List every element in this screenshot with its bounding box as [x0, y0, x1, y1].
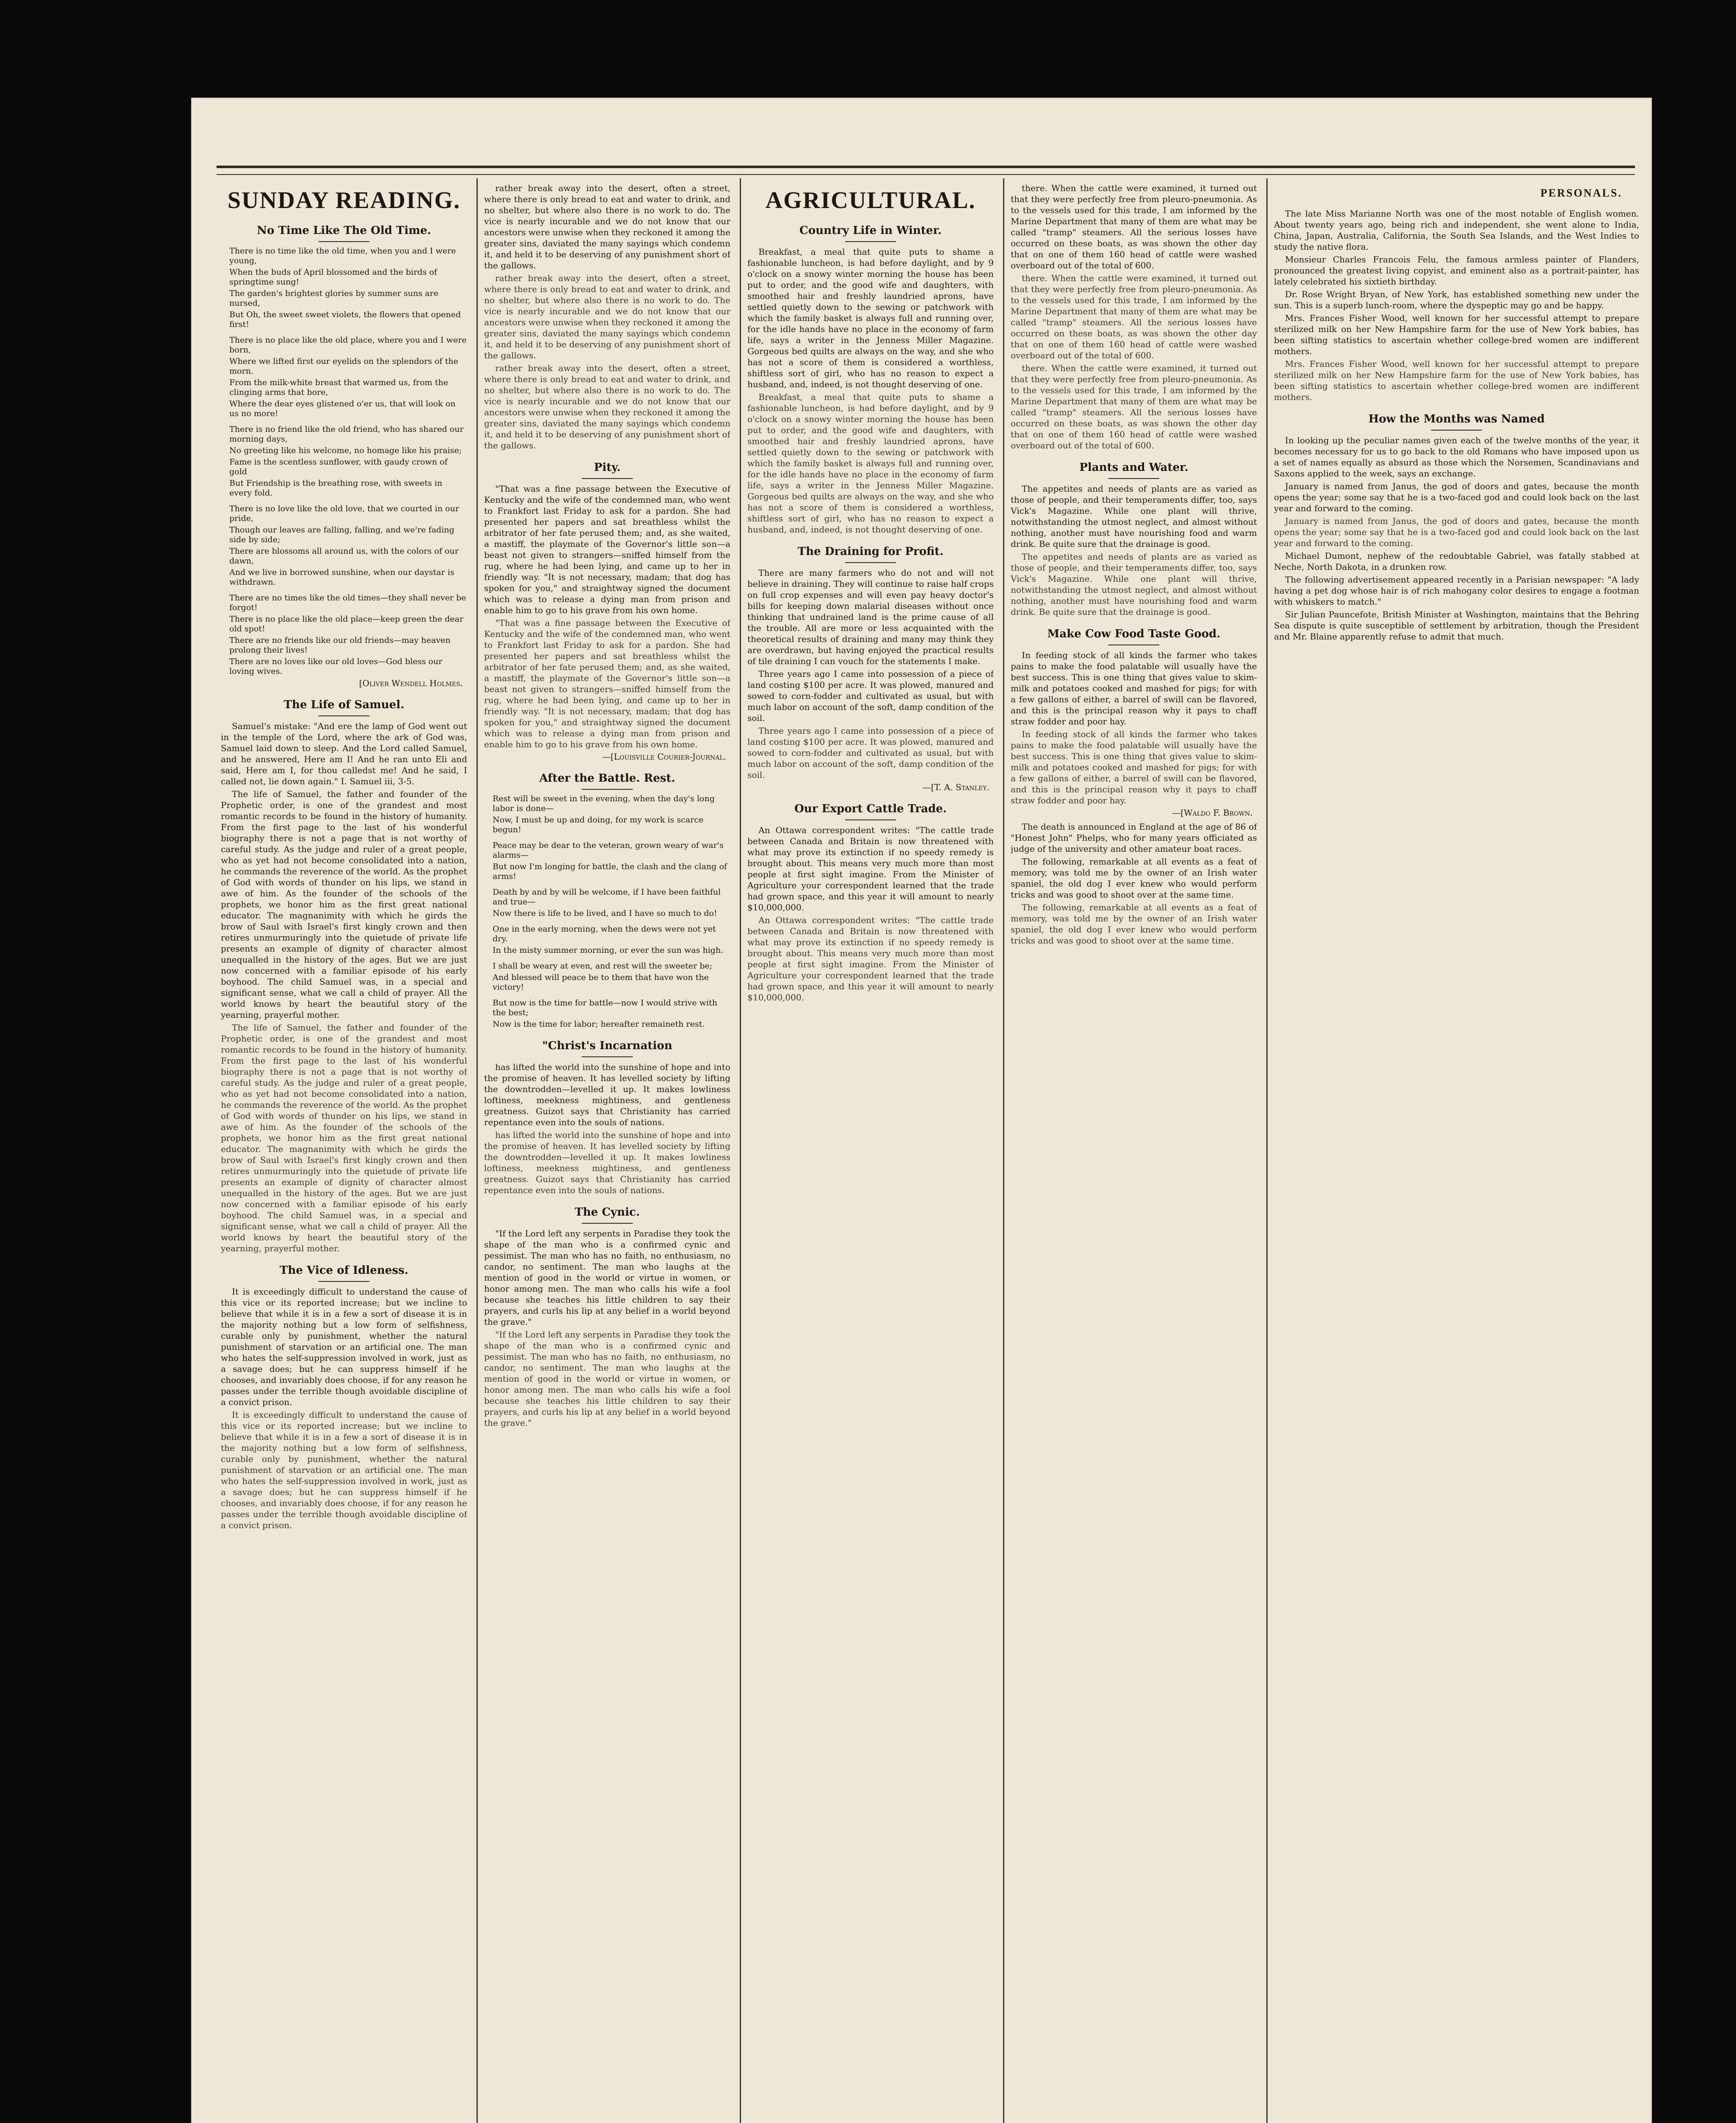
article-title: Our Export Cattle Trade. [747, 802, 994, 820]
paragraph: Mrs. Frances Fisher Wood, well known for her successful attempt to prepare sterilized milk on her New Hampshire farm for the use of New York babies, has been sifting statistics to ascertain whether college-bred women are indifferent mothers. [1274, 359, 1639, 402]
poem-line: Now is the time for labor; hereafter remaineth rest. [493, 1019, 705, 1029]
poem-line: When the buds of April blossomed and the birds of springtime sung! [229, 267, 437, 287]
poem-line: The garden's brightest glories by summer suns are nursed, [229, 289, 439, 308]
newspaper-page [191, 98, 1652, 2123]
poem-line: Rest will be sweet in the evening, when the day's long labor is done— [493, 794, 715, 813]
column-rule [476, 178, 478, 2123]
byline: —[T. A. Stanley. [922, 782, 989, 792]
article-title: The Life of Samuel. [221, 698, 467, 716]
paragraph: "If the Lord left any serpents in Paradise they took the shape of the man who is a confirmed cynic and pessimist. The man who has no faith, no enthusiasm, no candor, no sentiment. The man who laughs at the mention of good in the world or virtue in women, or honor among men. The man who calls his wife a fool because she teaches his little children to say their prayers, and curls his lip at any belief in a world beyond the grave." [484, 1228, 730, 1327]
poem-line: There is no place like the old place—keep green the dear old spot! [229, 614, 464, 634]
poem-line: Though our leaves are falling, falling, and we're fading side by side; [229, 525, 454, 544]
article-title: Country Life in Winter. [747, 224, 994, 242]
article-title: The Vice of Idleness. [221, 1264, 467, 1282]
paragraph: The life of Samuel, the father and founder of the Prophetic order, is one of the grandest and most romantic records to be found in the history of humanity. From the first page to the last of his wonderful biography there is not a page that is not worthy of careful study. As the judge and ruler of a great people, who as yet had not become consolidated into a nation, he commands the reverence of the world. As the prophet of God with words of thunder on his lips, we stand in awe of him. As the founder of the schools of the prophets, we honor him as the first great national educator. The magnanimity with which he girds the brow of Saul with Israel's first kingly crown and then retires unmurmuringly into the quietude of private life presents an example of dignity of character almost unequalled in the history of the ages. But we are just now concerned with a familiar episode of his early boyhood. The child Samuel was, in a special and significant sense, what we call a child of prayer. All the world knows by heart the beautiful story of the yearning, prayerful mother. [221, 789, 467, 1020]
paragraph: there. When the cattle were examined, it turned out that they were perfectly free from pleuro-pneumonia. As to the vessels used for this trade, I am informed by the Marine Department that many of them are what may be called "tramp" steamers. All the serious losses have occurred on these boats, as was shown the other day that on one of them 160 head of cattle were washed overboard out of the total of 600. [1011, 363, 1257, 451]
paragraph: there. When the cattle were examined, it turned out that they were perfectly free from pleuro-pneumonia. As to the vessels used for this trade, I am informed by the Marine Department that many of them are what may be called "tramp" steamers. All the serious losses have occurred on these boats, as was shown the other day that on one of them 160 head of cattle were washed overboard out of the total of 600. [1011, 183, 1257, 270]
paragraph: Three years ago I came into possession of a piece of land costing $100 per acre. It was plowed, manured and sowed to corn-fodder and cultivated as usual, but with much labor on account of the soft, damp condition of the soil. [747, 726, 994, 780]
column-3 [747, 183, 994, 2123]
paragraph: has lifted the world into the sunshine of hope and into the promise of heaven. It has levelled society by lifting the downtrodden—levelled it up. It makes lowliness loftiness, meekness mightiness, and gentleness greatness. Guizot says that Christianity has carried repentance even into the souls of nations. [484, 1062, 730, 1127]
poem-line: No greeting like his welcome, no homage like his praise; [229, 446, 462, 455]
paragraph: Breakfast, a meal that quite puts to shame a fashionable luncheon, is had before daylight, and by 9 o'clock on a snowy winter morning the house has been put to order, and the good wife and daughters, with smoothed hair and freshly laundried aprons, have settled quietly down to the sewing or patchwork with which the family basket is always full and running over, for the idle hands have no place in the economy of farm life, says a writer in the Jenness Miller Magazine. Gorgeous bed quilts are always on the way, and she who has not a score of them is considered a worthless, shiftless sort of girl, who has no reason to expect a husband, and, indeed, is not thought deserving of one. [747, 247, 994, 389]
paragraph: January is named from Janus, the god of doors and gates, because the month opens the year; some say that he is a two-faced god and could look back on the last year and forward to the coming. [1274, 481, 1639, 513]
paragraph: The following advertisement appeared recently in a Parisian newspaper: "A lady having a pet dog whose hair is of rich mahogany color desires to engage a footman with whiskers to match." [1274, 574, 1639, 607]
paragraph: It is exceedingly difficult to understand the cause of this vice or its reported increase; but we incline to believe that while it is in a few a sort of disease it is in the majority nothing but a low form of selfishness, curable only by punishment, whether the natural punishment of starvation or an artificial one. The man who hates the self-suppression involved in work, just as a savage does; but he can suppress himself if he chooses, and invariably does choose, if for any reason he passes under the terrible though avoidable discipline of a convict prison. [221, 1287, 467, 1407]
poem-line: There are no times like the old times—they shall never be forgot! [229, 593, 466, 612]
paragraph: "That was a fine passage between the Executive of Kentucky and the wife of the condemned man, who went to Frankfort last Friday to ask for a pardon. She had presented her papers and sat breathless whilst the arbitrator of her fate perused them; and, as she waited, a mastiff, the playmate of the Governor's little son—a beast not given to strangers—sniffed himself from the rug, where he had been lying, and came up to her in friendly way. "It is not necessary, madam; that dog has spoken for you," and straightway signed the document which was to release a dying man from prison and enable him to go to his grave from his own home. [484, 618, 730, 749]
paragraph: has lifted the world into the sunshine of hope and into the promise of heaven. It has levelled society by lifting the downtrodden—levelled it up. It makes lowliness loftiness, meekness mightiness, and gentleness greatness. Guizot says that Christianity has carried repentance even into the souls of nations. [484, 1130, 730, 1195]
column-4 [1011, 183, 1257, 2123]
article-title: Plants and Water. [1011, 461, 1257, 479]
poem-line: Death by and by will be welcome, if I have been faithful and true— [493, 887, 721, 907]
paragraph: An Ottawa correspondent writes: "The cattle trade between Canada and Britain is now threatened with what may prove its extinction if no speedy remedy is brought about. This means very much more than most people at first sight imagine. From the Minister of Agriculture your correspondent learned that the trade had grown space, and this year it will amount to nearly $10,000,000. [747, 915, 994, 1002]
article-title: Pity. [484, 461, 730, 479]
paragraph: In looking up the peculiar names given each of the twelve months of the year, it becomes necessary for us to go back to the old Romans who have imposed upon us a set of names equally as absurd as those which the Norsemen, Scandinavians and Saxons applied to the week, says an exchange. [1274, 435, 1639, 479]
poem-line: Now, I must be up and doing, for my work is scarce begun! [493, 815, 704, 834]
column-2 [484, 183, 730, 2123]
paragraph: rather break away into the desert, often a street, where there is only bread to eat and water to drink, and no shelter, but where also there is no work to do. The vice is nearly incurable and we do not know that our ancestors were unwise when they reckoned it among the greater sins, daviated the many sayings which condemn it, and held it to be deserving of any punishment short of the gallows. [484, 183, 730, 270]
paragraph: Dr. Rose Wright Bryan, of New York, has established something new under the sun. This is a superb lunch-room, where the dyspeptic may go and be happy. [1274, 289, 1639, 310]
paragraph: The appetites and needs of plants are as varied as those of people, and their temperaments differ, too, says Vick's Magazine. While one plant will thrive, notwithstanding the utmost neglect, and almost without nothing, another must have nourishing food and warm drink. Be quite sure that the drainage is good. [1011, 484, 1257, 549]
poem-line: There is no love like the old love, that we courted in our pride, [229, 504, 459, 523]
poem-line: In the misty summer morning, or ever the sun was high. [493, 946, 724, 955]
article-title: Make Cow Food Taste Good. [1011, 628, 1257, 645]
paragraph: "If the Lord left any serpents in Paradise they took the shape of the man who is a confirmed cynic and pessimist. The man who has no faith, no enthusiasm, no candor, no sentiment. The man who laughs at the mention of good in the world or virtue in women, or honor among men. The man who calls his wife a fool because she teaches his little children to say their prayers, and curls his lip at any belief in a world beyond the grave." [484, 1329, 730, 1428]
poem-line: Fame is the scentless sunflower, with gaudy crown of gold [229, 457, 448, 476]
paragraph: Sir Julian Pauncefote, British Minister at Washington, maintains that the Behring Sea dispute is quite susceptible of settlement by arbitration, though the President and Mr. Blaine apparently refuse to admit that much. [1274, 609, 1639, 642]
paragraph: The death is announced in England at the age of 86 of "Honest John" Phelps, who for many years officiated as judge of the university and other amateur boat races. [1011, 822, 1257, 854]
column-5 [1274, 183, 1639, 2123]
poem-line: I shall be weary at even, and rest will the sweeter be; [493, 961, 713, 971]
paragraph: The life of Samuel, the father and founder of the Prophetic order, is one of the grandest and most romantic records to be found in the history of humanity. From the first page to the last of his wonderful biography there is not a page that is not worthy of careful study. As the judge and ruler of a great people, who as yet had not become consolidated into a nation, he commands the reverence of the world. As the prophet of God with words of thunder on his lips, we stand in awe of him. As the founder of the schools of the prophets, we honor him as the first great national educator. The magnanimity with which he girds the brow of Saul with Israel's first kingly crown and then retires unmurmuringly into the quietude of private life presents an example of dignity of character almost unequalled in the history of the ages. But we are just now concerned with a familiar episode of his early boyhood. The child Samuel was, in a special and significant sense, what we call a child of prayer. All the world knows by heart the beautiful story of the yearning, prayerful mother. [221, 1022, 467, 1253]
poem [484, 794, 730, 1029]
poem-line: There is no time like the old time, when you and I were young, [229, 246, 456, 265]
poem-line: And blessed will peace be to them that have won the victory! [493, 973, 709, 992]
paragraph: rather break away into the desert, often a street, where there is only bread to eat and water to drink, and no shelter, but where also there is no work to do. The vice is nearly incurable and we do not know that our ancestors were unwise when they reckoned it among the greater sins, daviated the many sayings which condemn it, and held it to be deserving of any punishment short of the gallows. [484, 363, 730, 451]
article-title: How the Months was Named [1274, 413, 1639, 431]
byline: —[Louisville Courier-Journal. [602, 752, 726, 762]
poem-line: There are blossoms all around us, with the colors of our dawn, [229, 546, 459, 566]
poem-line: There is no friend like the old friend, who has shared our morning days, [229, 425, 464, 444]
article-title: The Draining for Profit. [747, 545, 994, 563]
paragraph: There are many farmers who do not and will not believe in draining. They will continue to raise half crops on full crop expenses and will even pay heavy doctor's bills for keeping down malarial diseases without once thinking that undrained land is the prime cause of all the trouble. All are more or less acquainted with the theoretical results of draining and many may think they are overdrawn, but having enjoyed the practical results of tile draining I can vouch for the statements I make. [747, 568, 994, 666]
paragraph: Monsieur Charles Francois Felu, the famous armless painter of Flanders, pronounced the greatest living copyist, and eminent also as a portrait-painter, has lately celebrated his sixtieth birthday. [1274, 254, 1639, 287]
poem-line: There are no friends like our old friends—may heaven prolong their lives! [229, 636, 451, 655]
poem-line: But Oh, the sweet sweet violets, the flowers that opened first! [229, 310, 461, 329]
paragraph: "That was a fine passage between the Executive of Kentucky and the wife of the condemned man, who went to Frankfort last Friday to ask for a pardon. She had presented her papers and sat breathless whilst the arbitrator of her fate perused them; and, as she waited, a mastiff, the playmate of the Governor's little son—a beast not given to strangers—sniffed himself from the rug, where he had been lying, and came up to her in friendly way. "It is not necessary, madam; that dog has spoken for you," and straightway signed the document which was to release a dying man from prison and enable him to go to his grave from his own home. [484, 484, 730, 615]
poem-line: Where we lifted first our eyelids on the splendors of the morn. [229, 357, 458, 376]
paragraph: The appetites and needs of plants are as varied as those of people, and their temperaments differ, too, says Vick's Magazine. While one plant will thrive, notwithstanding the utmost neglect, and almost without nothing, another must have nourishing food and warm drink. Be quite sure that the drainage is good. [1011, 552, 1257, 617]
article-title: After the Battle. Rest. [484, 772, 730, 790]
poem-line: But Friendship is the breathing rose, with sweets in every fold. [229, 479, 442, 498]
byline: [Oliver Wendell Holmes. [359, 678, 463, 688]
poem-line: There is no place like the old place, where you and I were born, [229, 335, 467, 355]
poem [221, 246, 467, 676]
article-title: "Christ's Incarnation [484, 1039, 730, 1057]
column-rule [740, 178, 741, 2123]
section-heading-agricultural: AGRICULTURAL. [765, 187, 976, 214]
paragraph: In feeding stock of all kinds the farmer who takes pains to make the food palatable will usually have the best success. This is one thing that gives value to skim-milk and potatoes cooked and mashed for pigs; for with a few gallons of either, a barrel of swill can be flavored, and this is the principal reason why it pays to chaff straw fodder and poor hay. [1011, 650, 1257, 726]
paragraph: there. When the cattle were examined, it turned out that they were perfectly free from pleuro-pneumonia. As to the vessels used for this trade, I am informed by the Marine Department that many of them are what may be called "tramp" steamers. All the serious losses have occurred on these boats, as was shown the other day that on one of them 160 head of cattle were washed overboard out of the total of 600. [1011, 273, 1257, 360]
paragraph: The late Miss Marianne North was one of the most notable of English women. About twenty years ago, being rich and independent, she went alone to India, China, Japan, Australia, California, the South Sea Islands, and the West Indies to study the native flora. [1274, 208, 1639, 252]
paragraph: In feeding stock of all kinds the farmer who takes pains to make the food palatable will usually have the best success. This is one thing that gives value to skim-milk and potatoes cooked and mashed for pigs; for with a few gallons of either, a barrel of swill can be flavored, and this is the principal reason why it pays to chaff straw fodder and poor hay. [1011, 729, 1257, 805]
poem-line: Now there is life to be lived, and I have so much to do! [493, 909, 717, 918]
section-heading-sunday-reading: SUNDAY READING. [227, 187, 461, 214]
paragraph: rather break away into the desert, often a street, where there is only bread to eat and water to drink, and no shelter, but where also there is no work to do. The vice is nearly incurable and we do not know that our ancestors were unwise when they reckoned it among the greater sins, daviated the many sayings which condemn it, and held it to be deserving of any punishment short of the gallows. [484, 273, 730, 360]
column-1 [221, 183, 467, 2123]
byline: —[Waldo F. Brown. [1172, 808, 1253, 818]
poem-line: From the milk-white breast that warmed us, from the clinging arms that bore, [229, 378, 448, 397]
paragraph: Three years ago I came into possession of a piece of land costing $100 per acre. It was plowed, manured and sowed to corn-fodder and cultivated as usual, but with much labor on account of the soft, damp condition of the soil. [747, 669, 994, 723]
masthead-rule [217, 166, 1635, 175]
section-heading-personals: PERSONALS. [1540, 187, 1622, 199]
paragraph: Mrs. Frances Fisher Wood, well known for her successful attempt to prepare sterilized milk on her New Hampshire farm for the use of New York babies, has been sifting statistics to ascertain whether college-bred women are indifferent mothers. [1274, 313, 1639, 356]
poem-line: There are no loves like our old loves—God bless our loving wives. [229, 657, 442, 676]
paragraph: Michael Dumont, nephew of the redoubtable Gabriel, was fatally stabbed at Neche, North Dakota, in a drunken row. [1274, 551, 1639, 572]
poem-line: And we live in borrowed sunshine, when our daystar is withdrawn. [229, 568, 454, 587]
column-rule [1003, 178, 1004, 2123]
paragraph: Samuel's mistake: "And ere the lamp of God went out in the temple of the Lord, where the ark of God was, Samuel laid down to sleep. And the Lord called Samuel, and he answered, Here am I! And he ran unto Eli and said, Here am I, for thou calledst me! And he said, I called not, lie down again." I. Samuel iii, 3-5. [221, 721, 467, 786]
paragraph: Breakfast, a meal that quite puts to shame a fashionable luncheon, is had before daylight, and by 9 o'clock on a snowy winter morning the house has been put to order, and the good wife and daughters, with smoothed hair and freshly laundried aprons, have settled quietly down to the sewing or patchwork with which the family basket is always full and running over, for the idle hands have no place in the economy of farm life, says a writer in the Jenness Miller Magazine. Gorgeous bed quilts are always on the way, and she who has not a score of them is considered a worthless, shiftless sort of girl, who has no reason to expect a husband, and, indeed, is not thought deserving of one. [747, 392, 994, 535]
poem-line: But now is the time for battle—now I would strive with the best; [493, 998, 718, 1017]
poem-line: Where the dear eyes glistened o'er us, that will look on us no more! [229, 399, 456, 418]
poem-line: Peace may be dear to the veteran, grown weary of war's alarms— [493, 841, 724, 860]
article-title: The Cynic. [484, 1206, 730, 1224]
paragraph: It is exceedingly difficult to understand the cause of this vice or its reported increase; but we incline to believe that while it is in a few a sort of disease it is in the majority nothing but a low form of selfishness, curable only by punishment, whether the natural punishment of starvation or an artificial one. The man who hates the self-suppression involved in work, just as a savage does; but he can suppress himself if he chooses, and invariably does choose, if for any reason he passes under the terrible though avoidable discipline of a convict prison. [221, 1410, 467, 1530]
paragraph: An Ottawa correspondent writes: "The cattle trade between Canada and Britain is now threatened with what may prove its extinction if no speedy remedy is brought about. This means very much more than most people at first sight imagine. From the Minister of Agriculture your correspondent learned that the trade had grown space, and this year it will amount to nearly $10,000,000. [747, 825, 994, 912]
poem-line: One in the early morning, when the dews were not yet dry. [493, 924, 716, 943]
article-title: No Time Like The Old Time. [221, 224, 467, 242]
poem-line: But now I'm longing for battle, the clash and the clang of arms! [493, 862, 727, 881]
paragraph: January is named from Janus, the god of doors and gates, because the month opens the year; some say that he is a two-faced god and could look back on the last year and forward to the coming. [1274, 516, 1639, 548]
column-rule [1266, 178, 1268, 2123]
paragraph: The following, remarkable at all events as a feat of memory, was told me by the owner of an Irish water spaniel, the old dog I ever knew who would perform tricks and was good to shoot over at the same time. [1011, 856, 1257, 900]
paragraph: The following, remarkable at all events as a feat of memory, was told me by the owner of an Irish water spaniel, the old dog I ever knew who would perform tricks and was good to shoot over at the same time. [1011, 902, 1257, 946]
